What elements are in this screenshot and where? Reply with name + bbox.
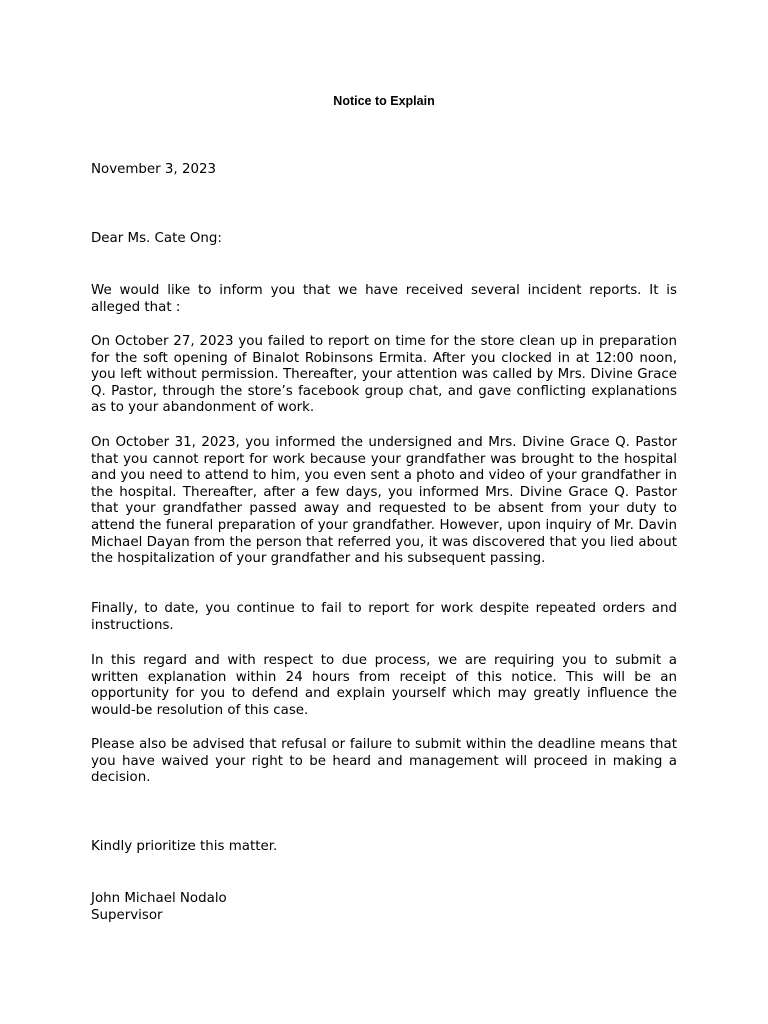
paragraph-explanation-request: In this regard and with respect to due process, we are requiring you to submit a written explanation within 24 hours from receipt of this notice. This will be an opportunity for you to defend and explain yourself which may greatly influence the would-be resolution of this case. bbox=[91, 653, 677, 718]
paragraph-continued-absence: Finally, to date, you continue to fail to report for work despite repeated orders and instructions. bbox=[91, 601, 677, 633]
letter-salutation: Dear Ms. Cate Ong: bbox=[91, 231, 222, 246]
letter-closing: Kindly prioritize this matter. bbox=[91, 839, 278, 854]
signatory-name: John Michael Nodalo bbox=[91, 891, 227, 906]
document-title: Notice to Explain bbox=[333, 94, 435, 108]
signature-block bbox=[91, 891, 677, 924]
paragraph-incident-intro: We would like to inform you that we have received several incident reports. It is alleged that : bbox=[91, 283, 677, 315]
paragraph-october-31: On October 31, 2023, you informed the undersigned and Mrs. Divine Grace Q. Pastor that you cannot report for work because your grandfather was brought to the hospital and you need to attend to him, you even sent a photo and video of your grandfather in the hospital. Thereafter, after a few days, you informed Mrs. Divine Grace Q. Pastor that your grandfather passed away and requested to be absent from your duty to attend the funeral preparation of your grandfather. However, upon inquiry of Mr. Davin Michael Dayan from the person that referred you, it was discovered that you lied about the hospitalization of your grandfather and his subsequent passing. bbox=[91, 435, 677, 567]
paragraph-deadline-warning: Please also be advised that refusal or failure to submit within the deadline means that you have waived your right to be heard and management will proceed in making a decision. bbox=[91, 737, 677, 786]
signatory-title: Supervisor bbox=[91, 907, 163, 923]
letter-date: November 3, 2023 bbox=[91, 162, 217, 177]
paragraph-october-27: On October 27, 2023 you failed to report on time for the store clean up in preparation for the soft opening of Binalot Robinsons Ermita. After you clocked in at 12:00 noon, you left without permission. Thereafter, your attention was called by Mrs. Divine Grace Q. Pastor, through the store’s facebook group chat, and gave conflicting explanations as to your abandonment of work. bbox=[91, 334, 677, 416]
